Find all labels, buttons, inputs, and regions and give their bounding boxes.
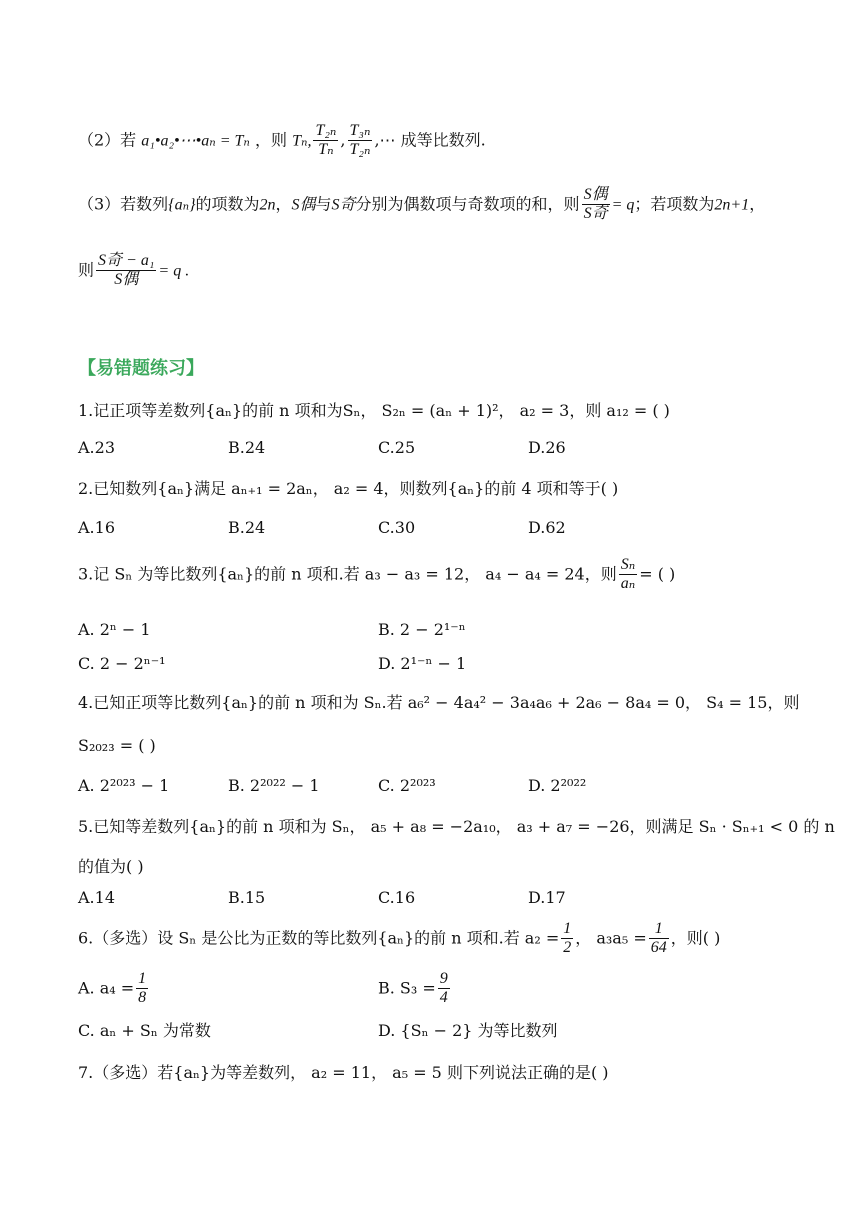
question-7-stem: 7.（多选）若{aₙ}为等差数列， a₂ = 11， a₅ = 5 则下列说法正确的是( ): [78, 1063, 609, 1082]
p3-text7: ，: [749, 194, 766, 214]
p2-frac-1: $\frac{\text{T₂ₙ}}{\text{Tₙ}}$: [315, 122, 337, 159]
p3-2n: 2n: [259, 196, 276, 214]
q3-frac: $\frac{\text{Sₙ}}{\text{aₙ}}$: [620, 556, 636, 593]
question-4-stem-2: S₂₀₂₃ = ( ): [78, 736, 156, 755]
p2-tail: ,⋯ 成等比数列.: [374, 130, 486, 150]
q2-option-b[interactable]: B.24: [228, 518, 266, 537]
p3-odd-count: 2n+1: [714, 196, 750, 214]
q6-option-d[interactable]: D. {Sₙ − 2} 为等比数列: [378, 1021, 558, 1040]
q4-option-b[interactable]: B. 2²⁰²² − 1: [228, 776, 320, 795]
p3-frac: $\frac{\text{S偶}}{\text{S奇}}$: [583, 186, 608, 223]
question-5-stem: 5.已知等差数列{aₙ}的前 n 项和为 Sₙ， a₅ + a₈ = −2a₁₀， a₃ + a₇ = −26，则满足 Sₙ · Sₙ₊₁ < 0 的 n: [78, 817, 835, 836]
p3-text2: 的项数为: [195, 194, 260, 214]
q5-option-c[interactable]: C.16: [378, 888, 416, 907]
p2-label: （2）若: [78, 130, 137, 150]
q4-option-d[interactable]: D. 2²⁰²²: [528, 776, 587, 795]
p3-eq: = q: [611, 196, 635, 214]
p3-text3: ，: [275, 194, 292, 214]
q3-option-a[interactable]: A. 2ⁿ − 1: [78, 620, 151, 639]
p3-eq2: = q .: [158, 262, 190, 280]
question-6-stem: [78, 920, 720, 958]
question-1-stem: 1.记正项等差数列{aₙ}的前 n 项和为Sₙ， S₂ₙ = (aₙ + 1)²， a₂ = 3，则 a₁₂ = ( ): [78, 401, 670, 420]
q5-option-b[interactable]: B.15: [228, 888, 266, 907]
q3-stem-post: = ( ): [639, 564, 676, 584]
p3-text8: 则: [78, 260, 95, 280]
q6-frac-1: $\frac{1}{2}$: [563, 920, 572, 957]
q6-option-a[interactable]: A. a₄ = $\frac{1}{8}$: [78, 970, 147, 1007]
p3-frac-2: $\frac{\text{S奇 − a₁}}{\text{S偶}}$: [98, 252, 155, 289]
question-3-stem: [78, 556, 675, 594]
section-title: 【易错题练习】: [78, 358, 204, 379]
p3-an: {aₙ}: [168, 196, 196, 214]
q4-option-c[interactable]: C. 2²⁰²³: [378, 776, 436, 795]
q6-mid: ， a₃a₅ =: [575, 928, 647, 948]
p2-seq: Tₙ,: [292, 132, 312, 150]
p3-text6: ；若项数为: [634, 194, 715, 214]
q2-option-d[interactable]: D.62: [528, 518, 566, 537]
q5-option-a[interactable]: A.14: [78, 888, 115, 907]
q6-option-b[interactable]: B. S₃ = $\frac{9}{4}$: [378, 970, 448, 1007]
p3-text1: （3）若数列: [78, 194, 169, 214]
p3-s-odd: S奇: [331, 196, 356, 214]
q1-option-d[interactable]: D.26: [528, 438, 566, 457]
question-5-stem-2: 的值为( ): [78, 857, 144, 876]
p3-text4: 与: [315, 194, 332, 214]
property-3-cont: [78, 252, 189, 290]
q1-option-a[interactable]: A.23: [78, 438, 115, 457]
question-2-stem: 2.已知数列{aₙ}满足 aₙ₊₁ = 2aₙ， a₂ = 4，则数列{aₙ}的前 4 项和等于( ): [78, 479, 619, 498]
q3-stem-pre: 3.记 Sₙ 为等比数列{aₙ}的前 n 项和.若 a₃ − a₃ = 12， a₄ − a₄ = 24，则: [78, 564, 617, 584]
p2-mid: ，则: [254, 130, 287, 150]
q3-option-d[interactable]: D. 2¹⁻ⁿ − 1: [378, 654, 467, 673]
p2-frac-2: $\frac{\text{T₃ₙ}}{\text{T₂ₙ}}$: [349, 122, 371, 159]
q5-option-d[interactable]: D.17: [528, 888, 566, 907]
q6-option-c[interactable]: C. aₙ + Sₙ 为常数: [78, 1021, 211, 1040]
p3-text5: 分别为偶数项与奇数项的和，则: [355, 194, 580, 214]
q1-option-b[interactable]: B.24: [228, 438, 266, 457]
p2-product: a₁•a₂•⋯•aₙ = Tₙ: [141, 132, 250, 150]
q4-option-a[interactable]: A. 2²⁰²³ − 1: [78, 776, 170, 795]
q2-option-a[interactable]: A.16: [78, 518, 115, 537]
q3-option-b[interactable]: B. 2 − 2¹⁻ⁿ: [378, 620, 466, 639]
q6-stem-post: ，则( ): [670, 928, 721, 948]
property-2: （2）若 a₁•a₂•⋯•aₙ = Tₙ ，则 Tₙ, $\frac{\text{T₂ₙ}}{\text{Tₙ}}$ , $\frac{\text{T₃ₙ}}{\text{T₂ₙ}}$ ,⋯ 成等比数列.: [78, 122, 486, 159]
property-3: [78, 186, 765, 224]
q1-option-c[interactable]: C.25: [378, 438, 416, 457]
q2-option-c[interactable]: C.30: [378, 518, 416, 537]
p3-s-even: S偶: [291, 196, 316, 214]
q6-frac-2: $\frac{1}{64}$: [650, 920, 667, 957]
question-4-stem: 4.已知正项等比数列{aₙ}的前 n 项和为 Sₙ.若 a₆² − 4a₄² − 3a₄a₆ + 2a₆ − 8a₄ = 0， S₄ = 15，则: [78, 693, 800, 712]
q6-stem-pre: 6.（多选）设 Sₙ 是公比为正数的等比数列{aₙ}的前 n 项和.若 a₂ =: [78, 928, 560, 948]
q3-option-c[interactable]: C. 2 − 2ⁿ⁻¹: [78, 654, 166, 673]
